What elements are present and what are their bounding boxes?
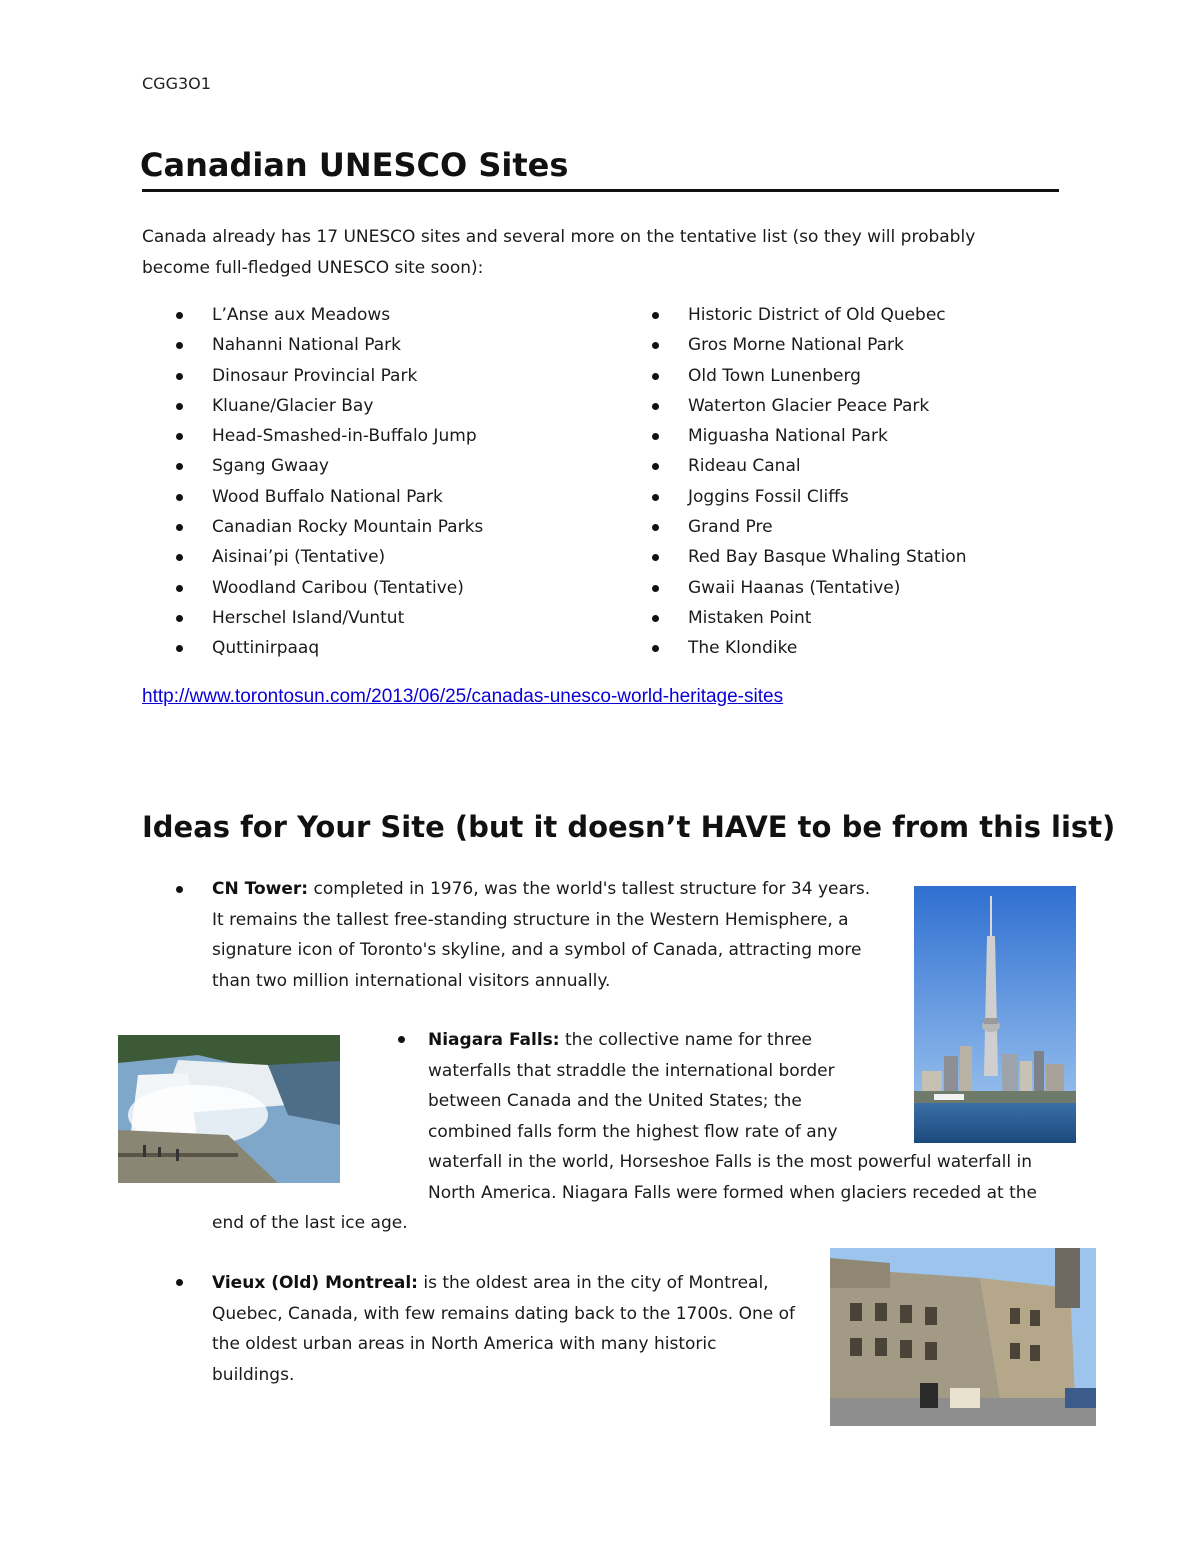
niagara-line: the collective name for three bbox=[559, 1030, 812, 1050]
ideas-heading: Ideas for Your Site (but it doesn’t HAVE to be from this list) bbox=[142, 810, 1116, 844]
intro-line-1: Canada already has 17 UNESCO sites and several more on the tentative list (so they will probably bbox=[142, 227, 976, 247]
list-item: Kluane/Glacier Bay bbox=[142, 391, 483, 421]
list-item: Aisinai’pi (Tentative) bbox=[142, 542, 483, 572]
montreal-paragraph bbox=[212, 1268, 822, 1390]
cn-tower-line: completed in 1976, was the world's tallest structure for 34 years. bbox=[308, 879, 871, 899]
list-item: Rideau Canal bbox=[618, 451, 966, 481]
niagara-line: North America. Niagara Falls were formed when glaciers receded at the bbox=[428, 1182, 1037, 1203]
list-item: Old Town Lunenberg bbox=[618, 361, 966, 391]
list-item: Red Bay Basque Whaling Station bbox=[618, 542, 966, 572]
cn-tower-line: than two million international visitors annually. bbox=[212, 970, 611, 991]
title-underline bbox=[142, 189, 1059, 192]
list-item: Nahanni National Park bbox=[142, 330, 483, 360]
list-item: Quttinirpaaq bbox=[142, 633, 483, 663]
list-item: Miguasha National Park bbox=[618, 421, 966, 451]
niagara-line: between Canada and the United States; the bbox=[428, 1091, 802, 1111]
cn-tower-paragraph bbox=[212, 874, 902, 996]
niagara-line: waterfall in the world, Horseshoe Falls is the most powerful waterfall in bbox=[428, 1152, 1033, 1172]
intro-line-2: become full-fledged UNESCO site soon): bbox=[142, 258, 484, 278]
list-item: Wood Buffalo National Park bbox=[142, 482, 483, 512]
unesco-list-right bbox=[618, 300, 966, 664]
torontosun-link[interactable]: http://www.torontosun.com/2013/06/25/canadas-unesco-world-heritage-sites bbox=[142, 686, 784, 707]
niagara-line: end of the last ice age. bbox=[212, 1213, 408, 1233]
montreal-line: Quebec, Canada, with few remains dating back to the 1700s. One of bbox=[212, 1303, 796, 1324]
list-item: Waterton Glacier Peace Park bbox=[618, 391, 966, 421]
list-item: Mistaken Point bbox=[618, 603, 966, 633]
niagara-name: Niagara Falls: bbox=[428, 1030, 560, 1050]
list-item: Head-Smashed-in-Buffalo Jump bbox=[142, 421, 483, 451]
list-item: The Klondike bbox=[618, 633, 966, 663]
bullet bbox=[398, 1036, 405, 1043]
montreal-line: is the oldest area in the city of Montreal, bbox=[417, 1273, 769, 1293]
list-item: Woodland Caribou (Tentative) bbox=[142, 573, 483, 603]
cn-tower-line: It remains the tallest free-standing structure in the Western Hemisphere, a bbox=[212, 909, 849, 930]
unesco-list-left bbox=[142, 300, 483, 664]
bullet bbox=[176, 886, 183, 893]
cn-tower-name: CN Tower: bbox=[212, 879, 309, 899]
list-item: Grand Pre bbox=[618, 512, 966, 542]
list-item: Historic District of Old Quebec bbox=[618, 300, 966, 330]
list-item: L’Anse aux Meadows bbox=[142, 300, 483, 330]
intro-paragraph bbox=[142, 222, 1042, 284]
niagara-falls-photo bbox=[118, 1035, 340, 1183]
montreal-line: buildings. bbox=[212, 1364, 295, 1385]
niagara-paragraph bbox=[428, 1025, 1068, 1208]
list-item: Dinosaur Provincial Park bbox=[142, 361, 483, 391]
course-code: CGG3O1 bbox=[142, 74, 211, 93]
niagara-line: waterfalls that straddle the international border bbox=[428, 1060, 835, 1081]
montreal-line: the oldest urban areas in North America with many historic bbox=[212, 1334, 717, 1354]
list-item: Joggins Fossil Cliffs bbox=[618, 482, 966, 512]
list-item: Gros Morne National Park bbox=[618, 330, 966, 360]
cn-tower-line: signature icon of Toronto's skyline, and a symbol of Canada, attracting more bbox=[212, 940, 862, 960]
montreal-name: Vieux (Old) Montreal: bbox=[212, 1273, 418, 1293]
page-title: Canadian UNESCO Sites bbox=[140, 146, 569, 184]
bullet bbox=[176, 1279, 183, 1286]
list-item: Sgang Gwaay bbox=[142, 451, 483, 481]
list-item: Gwaii Haanas (Tentative) bbox=[618, 573, 966, 603]
list-item: Herschel Island/Vuntut bbox=[142, 603, 483, 633]
old-montreal-photo bbox=[830, 1248, 1096, 1426]
list-item: Canadian Rocky Mountain Parks bbox=[142, 512, 483, 542]
niagara-line: combined falls form the highest flow rate of any bbox=[428, 1121, 838, 1142]
